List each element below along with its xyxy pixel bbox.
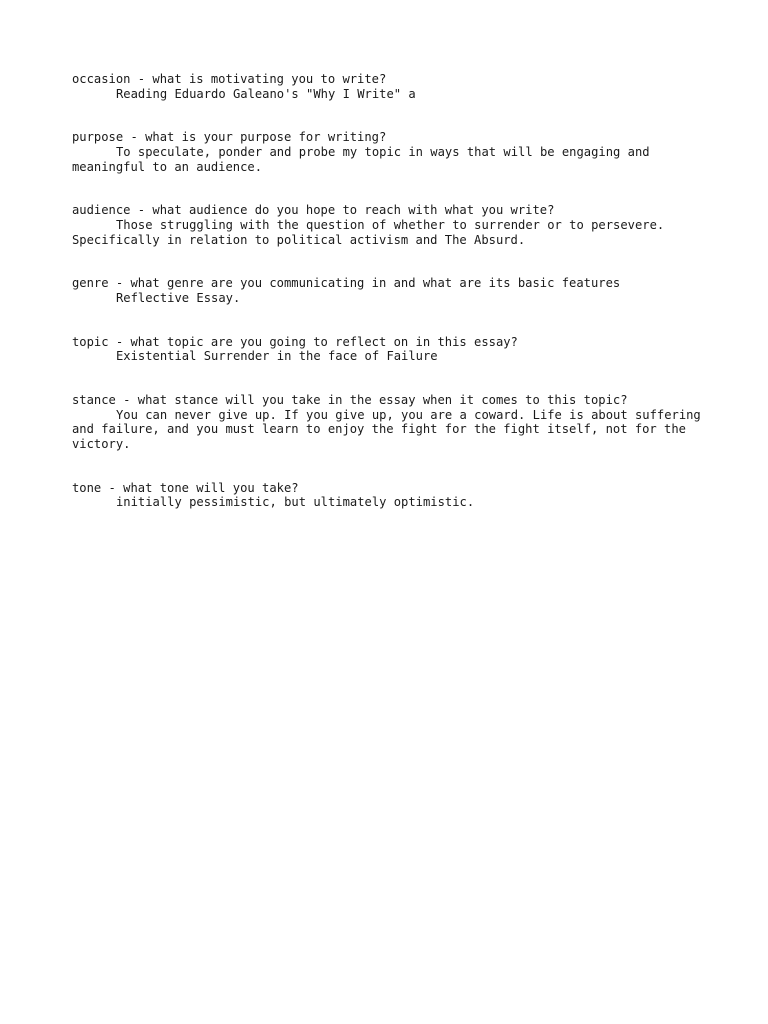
question-purpose: purpose - what is your purpose for writing? <box>72 130 387 145</box>
section-occasion <box>72 72 712 101</box>
question-audience: audience - what audience do you hope to reach with what you write? <box>72 203 555 218</box>
document-page <box>72 72 712 539</box>
section-audience <box>72 203 712 247</box>
answer-stance: You can never give up. If you give up, you are a coward. Life is about suffering and failure, and you must learn to enjoy the fight for the fight itself, not for the victory. <box>72 407 701 451</box>
question-genre: genre - what genre are you communicating in and what are its basic features <box>72 276 621 291</box>
answer-audience: Those struggling with the question of whether to surrender or to persevere. Specifically in relation to political activism and The Absurd. <box>72 217 665 247</box>
answer-genre: Reflective Essay. <box>116 290 241 305</box>
section-stance <box>72 393 712 451</box>
answer-tone: initially pessimistic, but ultimately optimistic. <box>116 495 475 510</box>
section-tone <box>72 481 712 510</box>
question-tone: tone - what tone will you take? <box>72 480 299 495</box>
answer-occasion: Reading Eduardo Galeano's "Why I Write" a <box>116 86 416 101</box>
question-topic: topic - what topic are you going to reflect on in this essay? <box>72 334 518 349</box>
answer-purpose: To speculate, ponder and probe my topic in ways that will be engaging and meaningful to an audience. <box>72 144 650 174</box>
section-genre <box>72 276 712 305</box>
section-topic <box>72 335 712 364</box>
question-stance: stance - what stance will you take in the essay when it comes to this topic? <box>72 393 628 408</box>
question-occasion: occasion - what is motivating you to write? <box>72 72 387 86</box>
answer-topic: Existential Surrender in the face of Failure <box>116 349 438 364</box>
section-purpose <box>72 130 712 174</box>
